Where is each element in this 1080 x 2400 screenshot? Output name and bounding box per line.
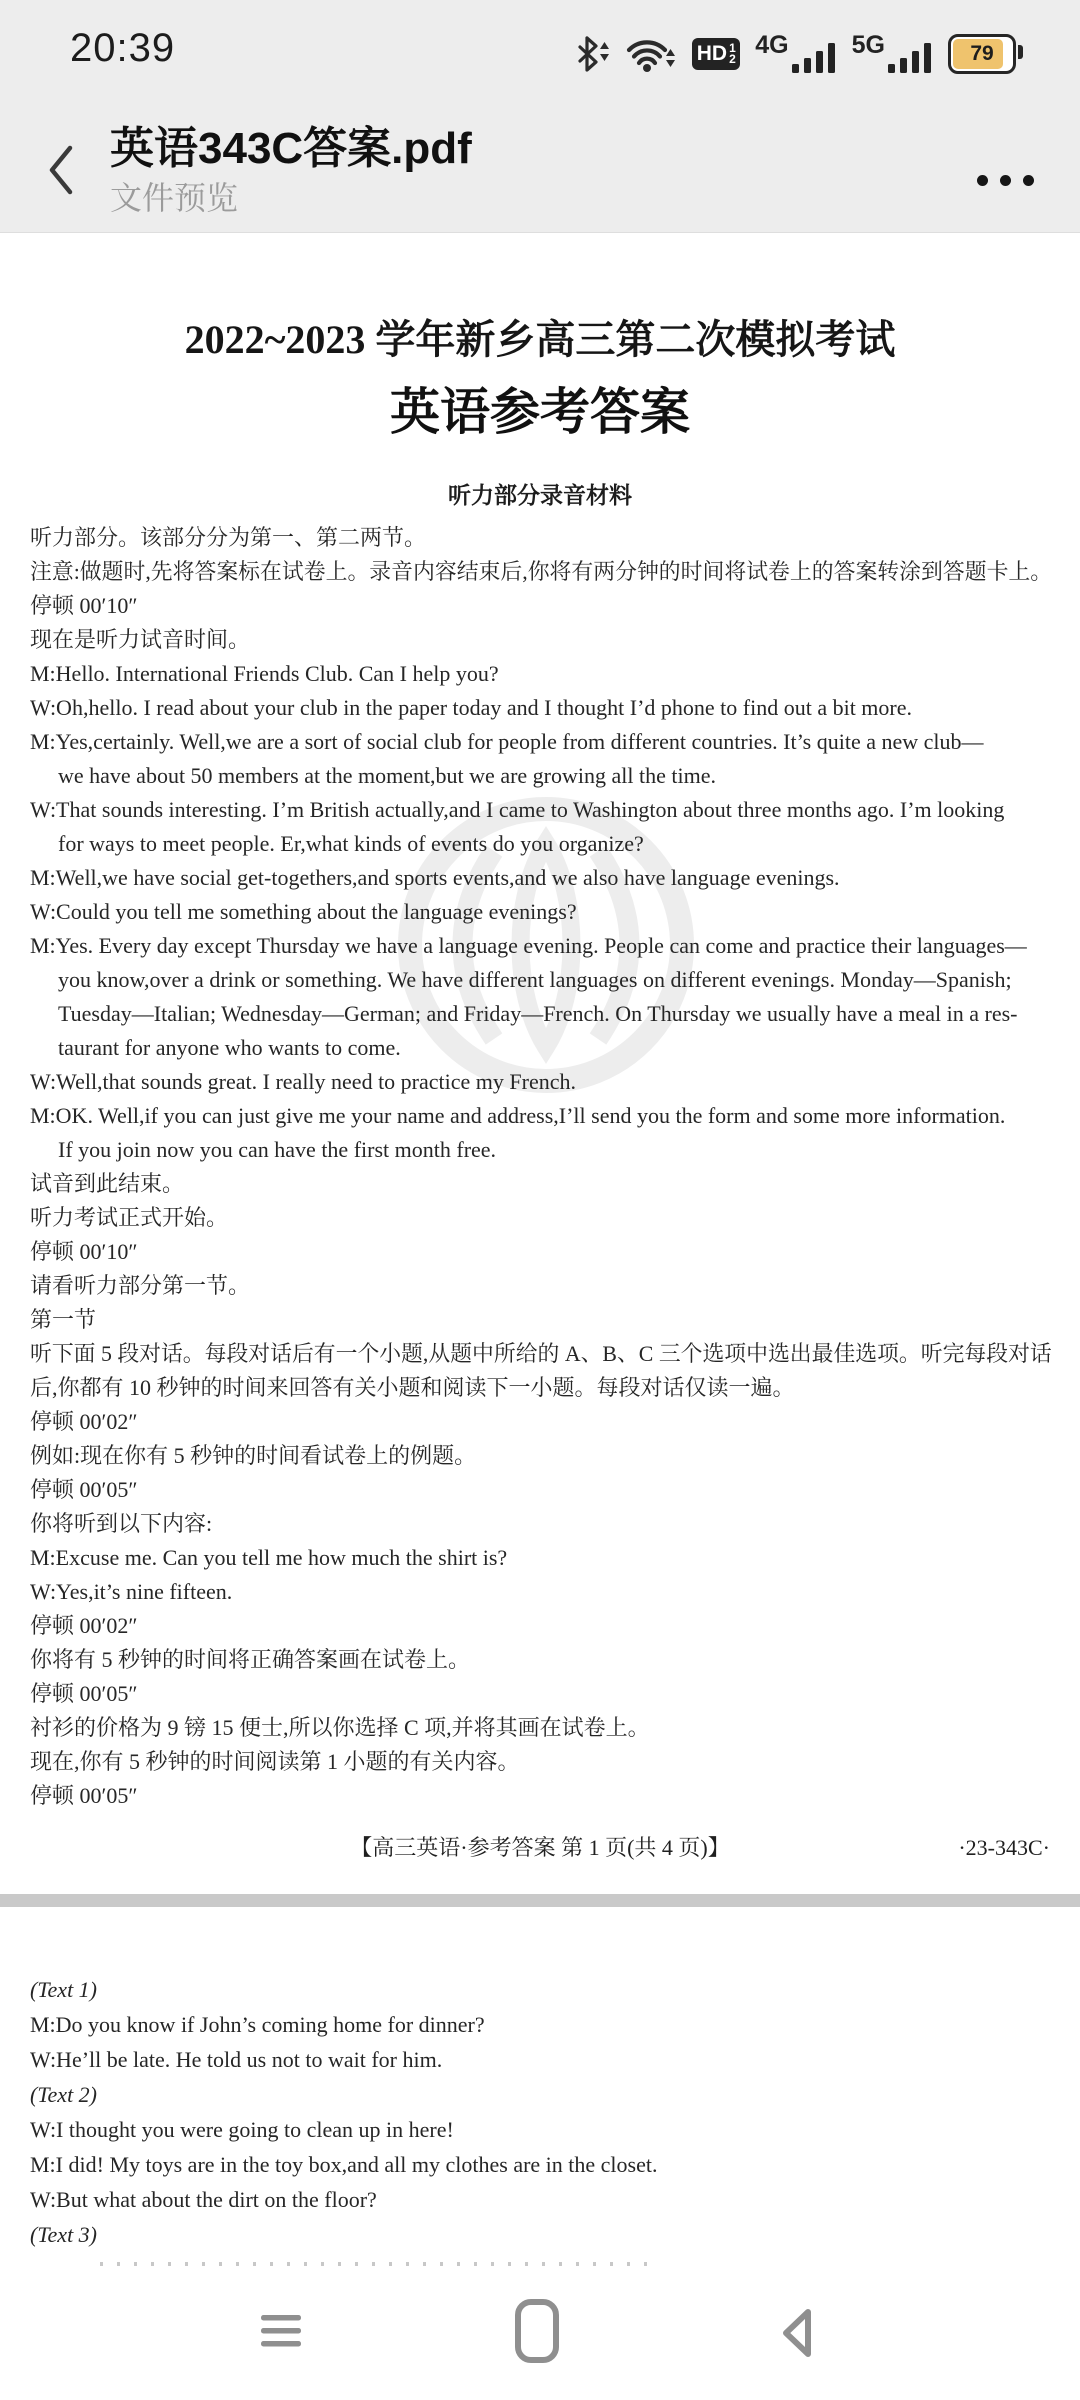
page-footer-code: ·23-343C· (958, 1835, 1050, 1860)
doc-line: we have about 50 members at the moment,but we are growing all the time. (58, 763, 716, 788)
signal-bars-icon (887, 34, 933, 74)
doc-line: 后,你都有 10 秒钟的时间来回答有关小题和阅读下一小题。每段对话仅读一遍。 (30, 1375, 795, 1400)
doc-line: W:Oh,hello. I read about your club in the paper today and I thought I’d phone to find out a bit more. (30, 695, 913, 720)
back-chevron-icon (42, 140, 78, 200)
hd-sim-1: 1 (729, 41, 736, 55)
clipped-text-line (100, 2262, 660, 2266)
doc-line: 你将有 5 秒钟的时间将正确答案画在试卷上。 (30, 1647, 471, 1672)
home-icon (513, 2298, 561, 2364)
app-header (0, 108, 1080, 232)
doc-line: W:Yes,it’s nine fifteen. (30, 1579, 233, 1604)
doc-line: 试音到此结束。 (30, 1171, 185, 1196)
doc-line: W:Could you tell me something about the language evenings? (30, 899, 577, 924)
doc-line: you know,over a drink or something. We have different languages on different evenings. Monday—Spanish; (58, 967, 1012, 992)
status-bar (0, 0, 1080, 108)
doc-line: for ways to meet people. Er,what kinds of events do you organize? (58, 831, 644, 856)
doc-line: (Text 3) (30, 2222, 98, 2247)
battery-cap (1018, 45, 1023, 59)
doc-line: W:I thought you were going to clean up in here! (30, 2117, 454, 2142)
doc-line: M:Do you know if John’s coming home for dinner? (30, 2012, 485, 2037)
doc-line: W:That sounds interesting. I’m British actually,and I came to Washington about three months ago. I’m looking (30, 797, 1005, 822)
doc-line: M:Yes. Every day except Thursday we have a language evening. People can come and practice their languages— (30, 933, 1027, 958)
page-footer-center: 【高三英语·参考答案 第 1 页(共 4 页)】 (350, 1835, 730, 1860)
app-chrome (0, 0, 1080, 233)
doc-line: M:I did! My toys are in the toy box,and all my clothes are in the closet. (30, 2152, 658, 2177)
doc-line: 停顿 00′05″ (30, 1477, 138, 1502)
doc-line: 听力考试正式开始。 (30, 1205, 229, 1230)
doc-line: W:Well,that sounds great. I really need to practice my French. (30, 1069, 576, 1094)
wifi-icon (625, 34, 677, 74)
doc-line: (Text 1) (30, 1977, 98, 2002)
header-titles (110, 122, 472, 218)
doc-line: 听力部分。该部分分为第一、第二两节。 (30, 525, 427, 550)
doc-line: 现在是听力试音时间。 (30, 627, 251, 652)
more-options-icon (1000, 175, 1011, 186)
doc-line: W:But what about the dirt on the floor? (30, 2187, 377, 2212)
hd-label: HD (696, 42, 728, 65)
header-subtitle: 文件预览 (110, 180, 239, 216)
battery-percent: 79 (970, 42, 994, 65)
doc-line: 现在,你有 5 秒钟的时间阅读第 1 小题的有关内容。 (30, 1749, 520, 1774)
doc-line: M:Hello. International Friends Club. Can I help you? (30, 661, 499, 686)
doc-line: taurant for anyone who wants to come. (58, 1035, 401, 1060)
doc-line: 停顿 00′10″ (30, 1239, 138, 1264)
recents-button[interactable] (258, 2308, 304, 2357)
signal-4g-icon (755, 31, 836, 74)
more-options-icon (977, 175, 988, 186)
status-icons (570, 0, 1016, 108)
doc-line: M:OK. Well,if you can just give me your name and address,I’ll send you the form and some more information. (30, 1103, 1006, 1128)
doc-line: 你将听到以下内容: (30, 1511, 213, 1536)
doc-line: M:Yes,certainly. Well,we are a sort of social club for people from different countries. It’s quite a new club— (30, 729, 984, 754)
doc-line: 注意:做题时,先将答案标在试卷上。录音内容结束后,你将有两分钟的时间将试卷上的答案转涂到答题卡上。 (30, 559, 1053, 584)
back-icon (776, 2305, 820, 2361)
pdf-page-1 (0, 233, 1080, 1894)
bluetooth-icon (570, 34, 610, 74)
doc-line: 请看听力部分第一节。 (30, 1273, 251, 1298)
doc-line: M:Excuse me. Can you tell me how much the shirt is? (30, 1545, 508, 1570)
doc-line: 衬衫的价格为 9 镑 15 便士,所以你选择 C 项,并将其画在试卷上。 (30, 1715, 650, 1740)
doc-line: 第一节 (30, 1307, 97, 1332)
doc-section-heading: 听力部分录音材料 (448, 483, 632, 508)
doc-line: 听下面 5 段对话。每段对话后有一个小题,从题中所给的 A、B、C 三个选项中选出最佳选项。听完每段对话 (30, 1341, 1052, 1366)
signal-4g-label: 4G (755, 31, 789, 59)
doc-line: (Text 2) (30, 2082, 98, 2107)
doc-title: 2022~2023 学年新乡高三第二次模拟考试 (184, 317, 896, 362)
doc-line: Tuesday—Italian; Wednesday—German; and Friday—French. On Thursday we usually have a meal in a res- (58, 1001, 1018, 1026)
hd-sim-fraction (729, 43, 736, 65)
doc-line: If you join now you can have the first month free. (58, 1137, 497, 1162)
doc-line: 例如:现在你有 5 秒钟的时间看试卷上的例题。 (30, 1443, 477, 1468)
recents-icon (258, 2308, 304, 2354)
doc-line: W:He’ll be late. He told us not to wait for him. (30, 2047, 443, 2072)
doc-line: 停顿 00′02″ (30, 1409, 138, 1434)
more-options-icon (1023, 175, 1034, 186)
back-button[interactable] (28, 132, 92, 208)
doc-lines-page2 (0, 1972, 1080, 2252)
back-nav-button[interactable] (776, 2305, 820, 2364)
nav-bar (0, 2296, 1080, 2386)
signal-bars-icon (791, 34, 837, 74)
file-title: 英语343C答案.pdf (110, 124, 472, 173)
signal-5g-label: 5G (851, 31, 885, 59)
doc-line: 停顿 00′02″ (30, 1613, 138, 1638)
doc-line: 停顿 00′05″ (30, 1681, 138, 1706)
signal-5g-icon (851, 31, 933, 74)
more-options-button[interactable] (964, 160, 1046, 200)
doc-line: 停顿 00′05″ (30, 1783, 138, 1808)
home-button[interactable] (513, 2298, 561, 2367)
doc-line: M:Well,we have social get-togethers,and sports events,and we also have language evenings. (30, 865, 840, 890)
clock: 20:39 (70, 26, 176, 70)
battery-icon (948, 34, 1016, 74)
page-footer (0, 1831, 1080, 1865)
doc-lines-page1 (0, 521, 1080, 1813)
doc-subtitle: 英语参考答案 (390, 384, 690, 440)
page-divider (0, 1894, 1080, 1907)
hd-sim-2: 2 (729, 52, 736, 66)
doc-line: 停顿 00′10″ (30, 593, 138, 618)
hd-volte-icon (692, 38, 740, 70)
pdf-viewport[interactable] (0, 233, 1080, 2400)
